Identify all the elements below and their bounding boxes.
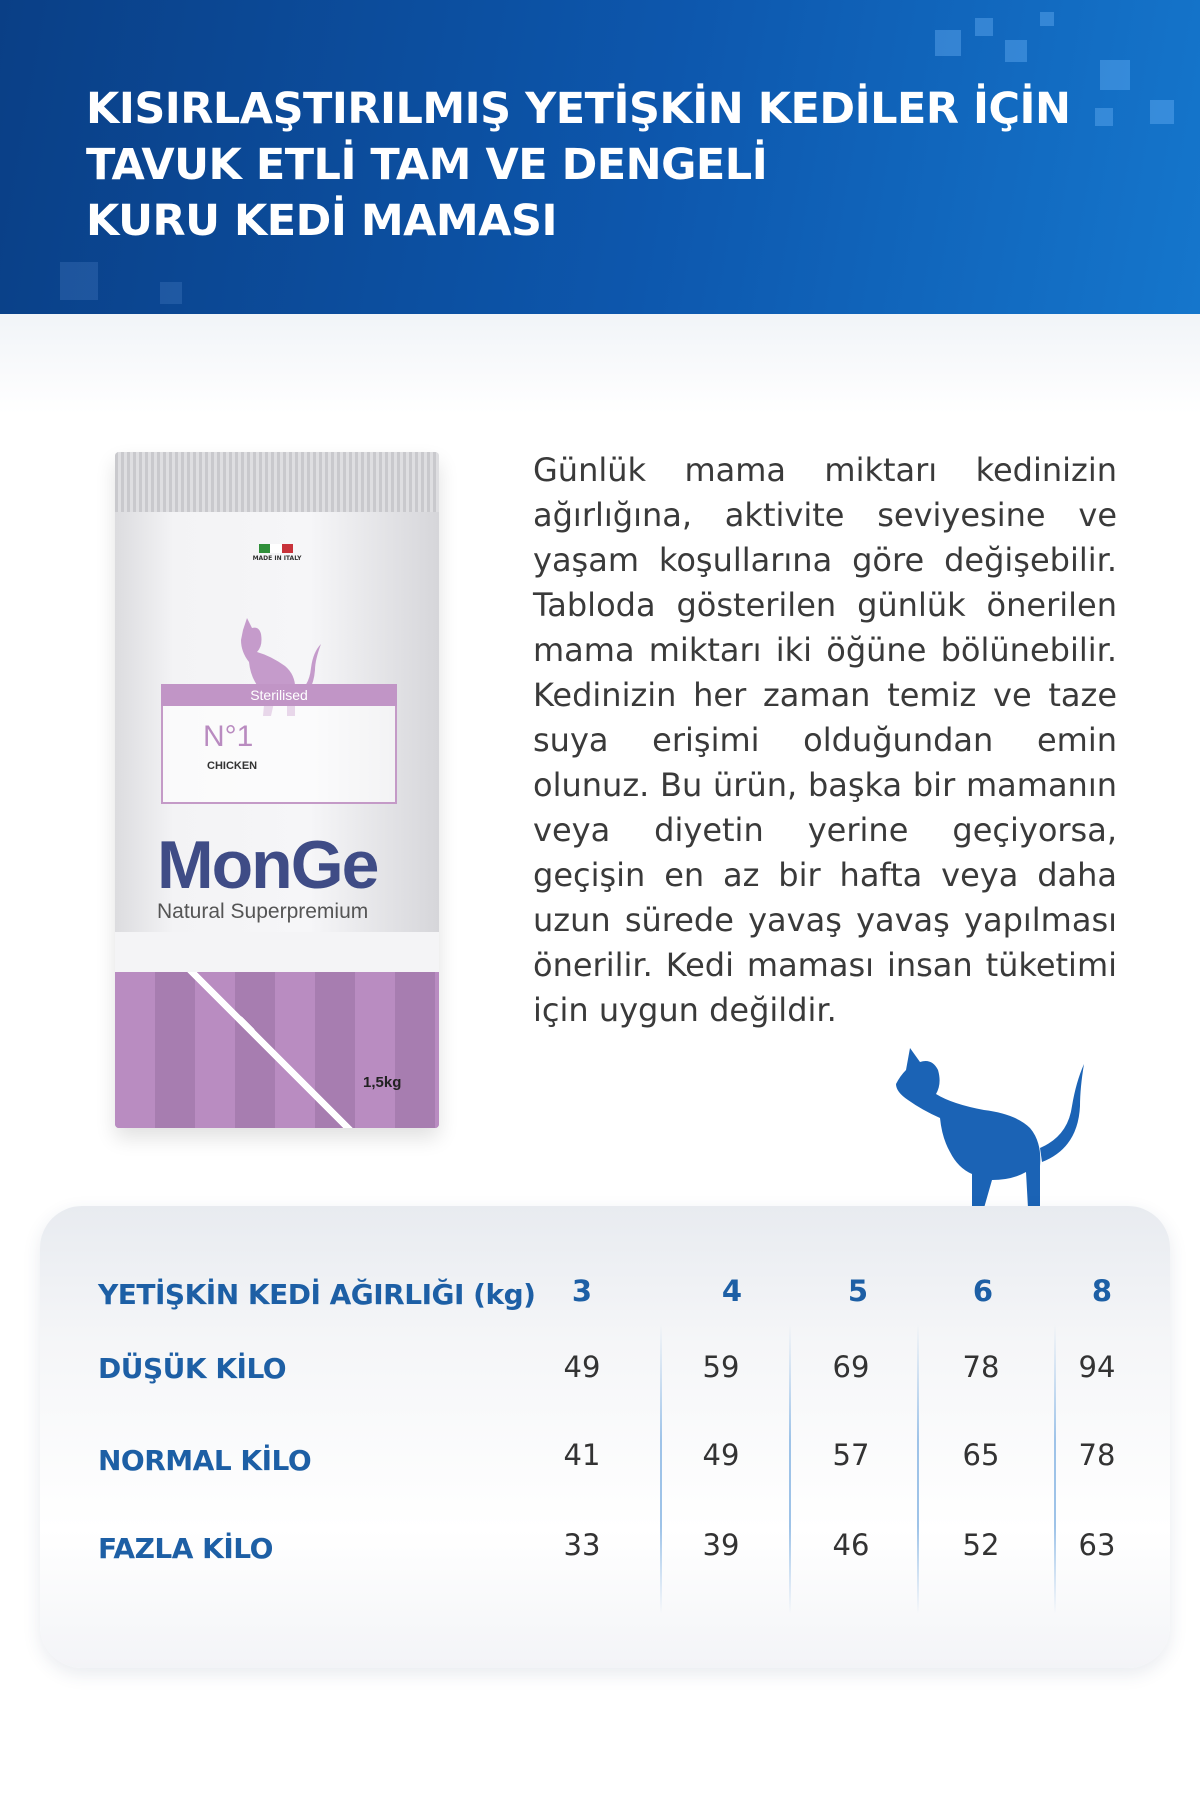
- table-cell: 39: [702, 1528, 740, 1562]
- table-cell: 78: [962, 1350, 1000, 1384]
- table-cell: 94: [1078, 1350, 1116, 1384]
- weight-header-8: 8: [1091, 1274, 1113, 1308]
- row-label-overweight: FAZLA KİLO: [98, 1532, 273, 1565]
- cat-silhouette-icon: [892, 1048, 1092, 1208]
- header-banner: [0, 0, 1200, 314]
- table-cell: 41: [563, 1438, 601, 1472]
- bag-pattern: [115, 972, 439, 1128]
- made-in-label: MADE IN ITALY: [252, 555, 302, 562]
- page-title-line-2: TAVUK ETLİ TAM VE DENGELİ: [86, 140, 768, 190]
- table-cell: 69: [832, 1350, 870, 1384]
- bag-seal: [115, 452, 439, 512]
- brand-logo: MonGe: [157, 827, 378, 903]
- column-divider: [1054, 1324, 1056, 1614]
- weight-header-4: 4: [721, 1274, 743, 1308]
- table-cell: 57: [832, 1438, 870, 1472]
- product-bag-image: [115, 452, 439, 1128]
- italy-flag-icon: [259, 544, 293, 553]
- first-ingredient-number: N°1: [203, 720, 254, 753]
- table-header-label: YETİŞKİN KEDİ AĞIRLIĞI (kg): [98, 1278, 536, 1311]
- weight-header-3: 3: [571, 1274, 593, 1308]
- weight-header-6: 6: [972, 1274, 994, 1308]
- table-cell: 63: [1078, 1528, 1116, 1562]
- net-weight: 1,5kg: [363, 1074, 402, 1091]
- table-cell: 52: [962, 1528, 1000, 1562]
- feeding-table: [40, 1206, 1170, 1668]
- column-divider: [789, 1324, 791, 1614]
- row-label-normal-weight: NORMAL KİLO: [98, 1444, 312, 1477]
- table-cell: 78: [1078, 1438, 1116, 1472]
- page-title-line-1: KISIRLAŞTIRILMIŞ YETİŞKİN KEDİLER İÇİN: [86, 84, 1071, 134]
- column-divider: [917, 1324, 919, 1614]
- table-cell: 59: [702, 1350, 740, 1384]
- table-cell: 65: [962, 1438, 1000, 1472]
- brand-subtitle: Natural Superpremium: [157, 900, 369, 923]
- table-cell: 49: [563, 1350, 601, 1384]
- table-cell: 33: [563, 1528, 601, 1562]
- variant-label: Sterilised: [161, 684, 397, 706]
- page-title-line-3: KURU KEDİ MAMASI: [86, 196, 557, 246]
- row-label-low-weight: DÜŞÜK KİLO: [98, 1352, 287, 1385]
- feeding-description: Günlük mama miktarı kedinizin ağırlığına, aktivite seviyesine ve yaşam koşullarına göre değişebilir. Tabloda gösterilen günlük önerilen mama miktarı iki öğüne bölünebilir. Kedinizin her zaman temiz ve taze suya erişimi olduğundan emin olunuz. Bu ürün, başka bir mamanın veya diyetin yerine geçiyorsa, geçişin en az bir hafta veya daha uzun sürede yavaş yavaş yapılması önerilir. Kedi maması insan tüketimi için uygun değildir.: [533, 451, 1117, 1029]
- column-divider: [660, 1324, 662, 1614]
- table-cell: 46: [832, 1528, 870, 1562]
- table-cell: 49: [702, 1438, 740, 1472]
- weight-header-5: 5: [847, 1274, 869, 1308]
- header-fade: [0, 314, 1200, 414]
- first-ingredient-label: CHICKEN: [207, 760, 258, 772]
